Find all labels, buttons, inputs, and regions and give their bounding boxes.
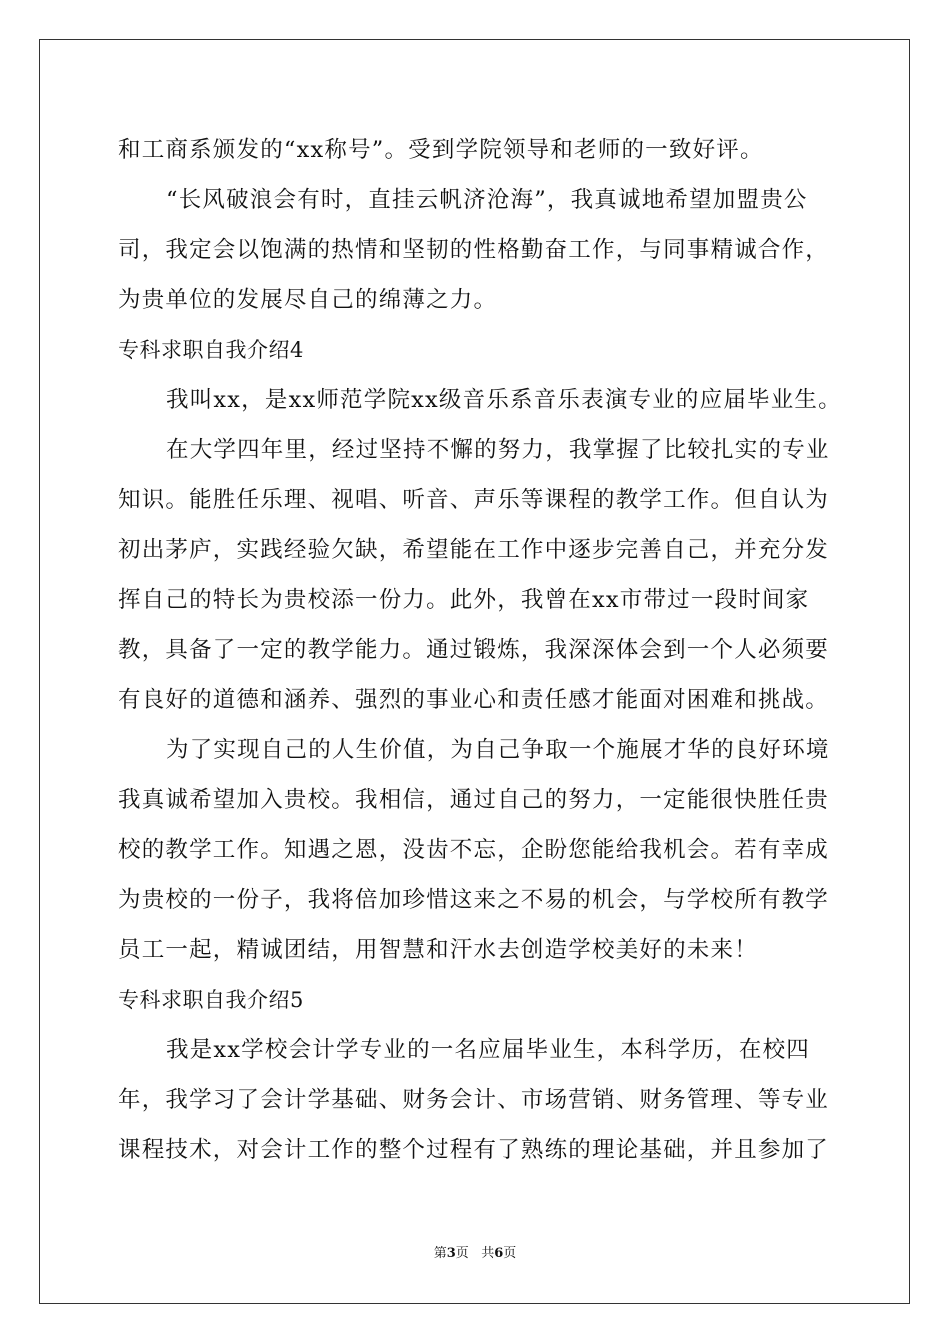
paragraph-line: 为贵单位的发展尽自己的绵薄之力。 [118,287,498,313]
paragraph-line: 教，具备了一定的教学能力。通过锻炼，我深深体会到一个人必须要 [118,637,830,663]
paragraph-line: 课程技术，对会计工作的整个过程有了熟练的理论基础，并且参加了 [118,1137,830,1163]
paragraph-line: 我是xx学校会计学专业的一名应届毕业生，本科学历，在校四 [166,1037,810,1063]
paragraph-line: 我叫xx，是xx师范学院xx级音乐系音乐表演专业的应届毕业生。 [166,387,842,413]
section-heading: 专科求职自我介绍4 [118,338,304,362]
paragraph-line: 知识。能胜任乐理、视唱、听音、声乐等课程的教学工作。但自认为 [118,487,830,513]
paragraph-line: 有良好的道德和涵养、强烈的事业心和责任感才能面对困难和挑战。 [118,687,830,713]
paragraph-line: 挥自己的特长为贵校添一份力。此外，我曾在xx市带过一段时间家 [118,587,810,613]
paragraph-line: 在大学四年里，经过坚持不懈的努力，我掌握了比较扎实的专业 [166,437,830,463]
paragraph-line: 司，我定会以饱满的热情和坚韧的性格勤奋工作，与同事精诚合作， [118,237,830,263]
paragraph-line: “长风破浪会有时，直挂云帆济沧海”，我真诚地希望加盟贵公 [166,187,808,213]
page-footer [0,1244,950,1264]
paragraph-line: 和工商系颁发的“xx称号”。受到学院领导和老师的一致好评。 [118,137,764,163]
paragraph-line: 年，我学习了会计学基础、财务会计、市场营销、财务管理、等专业 [118,1087,830,1113]
section-heading: 专科求职自我介绍5 [118,988,304,1012]
paragraph-line: 员工一起，精诚团结，用智慧和汗水去创造学校美好的未来！ [118,937,758,963]
paragraph-line: 为了实现自己的人生价值，为自己争取一个施展才华的良好环境 [166,737,830,763]
paragraph-line: 初出茅庐，实践经验欠缺，希望能在工作中逐步完善自己，并充分发 [118,537,830,563]
paragraph-line: 为贵校的一份子，我将倍加珍惜这来之不易的机会，与学校所有教学 [118,887,830,913]
page-number: 第3页 [433,1246,469,1261]
total-pages: 共6页 [481,1246,517,1261]
paragraph-line: 我真诚希望加入贵校。我相信，通过自己的努力，一定能很快胜任贵 [118,787,830,813]
paragraph-line: 校的教学工作。知遇之恩，没齿不忘，企盼您能给我机会。若有幸成 [118,837,830,863]
